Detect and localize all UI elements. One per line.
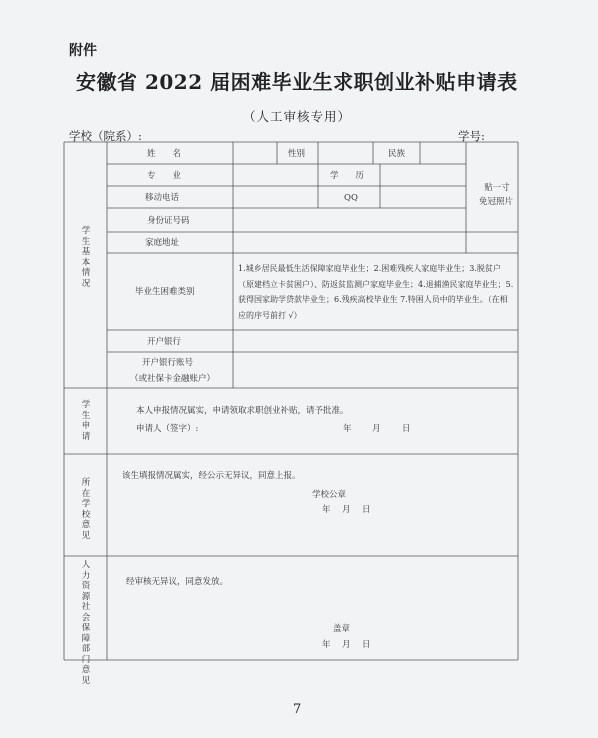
address-label: 家庭地址: [145, 238, 180, 248]
bank-field[interactable]: [236, 334, 514, 350]
education-label: 学 历: [330, 171, 365, 181]
hr-day-label: 日: [362, 640, 371, 650]
school-seal-label: 学校公章: [312, 490, 347, 500]
hr-seal-label: 盖章: [333, 624, 351, 634]
hr-year-label: 年: [322, 640, 331, 650]
name-label: 姓 名: [147, 149, 182, 159]
id-number-field[interactable]: [236, 213, 514, 229]
qq-label: QQ: [344, 193, 358, 203]
student-number-label: 学号:: [458, 129, 485, 143]
bank-account-label-line2: （或社保卡金融账户）: [130, 374, 216, 384]
apply-month-label: 月: [372, 424, 381, 434]
education-field[interactable]: [382, 170, 464, 184]
apply-statement: 本人申报情况属实，申请领取求职创业补贴，请予批准。: [136, 406, 349, 416]
bank-account-label-line1: 开户银行账号: [142, 358, 194, 368]
difficulty-type-label: 毕业生困难类别: [135, 287, 195, 297]
hr-month-label: 月: [342, 640, 351, 650]
section-label-apply: 学生申请: [81, 400, 91, 442]
bank-label: 开户银行: [147, 337, 182, 347]
gender-label: 性别: [288, 149, 306, 159]
photo-label-line1: 贴一寸: [484, 183, 510, 193]
difficulty-type-options[interactable]: 1.城乡居民最低生活保障家庭毕业生；2.困难残疾人家庭毕业生；3.脱贫户（原建档立卡贫困户）、防返贫监测户家庭毕业生；4.退捕渔民家庭毕业生；5.获得国家助学贷款毕业生；6.残疾高校毕业生 7.特困人员中的毕业生。（在相应的序号前打 √）: [238, 264, 514, 320]
ethnicity-label: 民族: [388, 149, 406, 159]
id-number-label: 身份证号码: [147, 216, 190, 226]
mobile-field[interactable]: [236, 192, 316, 206]
name-field[interactable]: [236, 148, 276, 162]
form-title: 安徽省 2022 届困难毕业生求职创业补贴申请表: [76, 70, 518, 94]
section-label-school-opinion: 所在学校意见: [81, 478, 91, 541]
form-subtitle: （人工审核专用）: [243, 109, 352, 124]
page-number: 7: [293, 702, 302, 717]
section-label-hr-opinion: 人力资源社会保障部门意见: [81, 560, 91, 686]
apply-day-label: 日: [402, 424, 411, 434]
bank-account-field[interactable]: [236, 356, 514, 386]
school-day-label: 日: [362, 505, 371, 515]
qq-field[interactable]: [382, 192, 464, 206]
major-field[interactable]: [236, 170, 316, 184]
applicant-signature-label: 申请人（签字）:: [136, 424, 199, 434]
applicant-signature-field[interactable]: [220, 421, 330, 435]
attachment-label: 附件: [69, 43, 97, 59]
gender-field[interactable]: [320, 148, 372, 162]
school-month-label: 月: [342, 505, 351, 515]
apply-year-label: 年: [343, 424, 352, 434]
school-year-label: 年: [322, 505, 331, 515]
school-label: 学校（院系）:: [69, 129, 142, 143]
ethnicity-field[interactable]: [422, 148, 464, 162]
hr-opinion-statement: 经审核无异议，同意发放。: [126, 577, 229, 587]
section-label-basic: 学生基本情况: [81, 226, 91, 289]
address-field[interactable]: [236, 235, 514, 251]
photo-label-line2: 免冠照片: [478, 197, 513, 207]
school-opinion-statement: 该生填报情况属实，经公示无异议，同意上报。: [122, 471, 301, 481]
major-label: 专 业: [147, 171, 182, 181]
mobile-label: 移动电话: [145, 193, 180, 203]
